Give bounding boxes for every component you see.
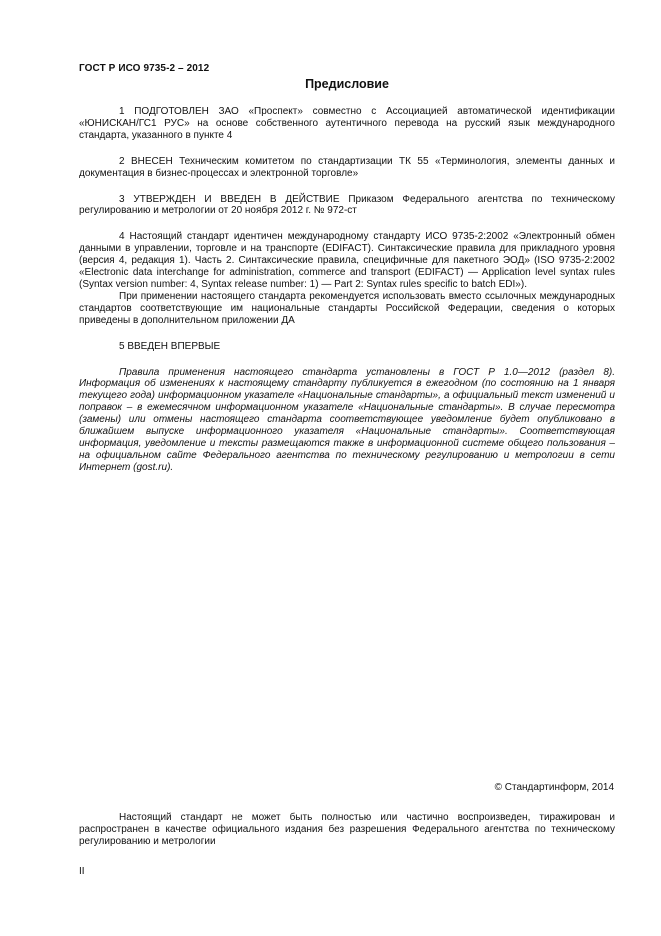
page-number: II xyxy=(79,866,85,877)
page-title: Предисловие xyxy=(305,77,389,91)
section-approved: 3 УТВЕРЖДЕН И ВВЕДЕН В ДЕЙСТВИЕ Приказом Федерального агентства по техническому регулированию и метрологии от 20 ноября 2012 г. № 972-ст xyxy=(79,193,615,217)
document-code: ГОСТ Р ИСО 9735-2 – 2012 xyxy=(79,63,210,74)
section-identical: 4 Настоящий стандарт идентичен международному стандарту ИСО 9735-2:2002 «Электронный обмен данными в управлении, торговле и на транспорте (EDIFACT). Синтаксические правила для прикладного уровня (версия 4, редакция 1). Часть 2. Синтаксические правила, специфичные для пакетного ЭОД» (ISO 9735-2:2002 «Electronic data interchange for administration, commerce and transport (EDIFACT) — Application level syntax rules (Syntax version number: 4, Syntax release number: 1) — Part 2: Syntax rules specific to batch EDI»). xyxy=(79,231,615,290)
section-first-introduced: 5 ВВЕДЕН ВПЕРВЫЕ xyxy=(119,340,221,352)
reproduction-notice-text: Настоящий стандарт не может быть полностью или частично воспроизведен, тиражирован и распространен в качестве официального издания без разрешения Федерального агентства по техническому регулированию и метрологии xyxy=(79,812,615,847)
copyright-notice: © Стандартинформ, 2014 xyxy=(494,782,614,793)
section-references: При применении настоящего стандарта рекомендуется использовать вместо ссылочных международных стандартов соответствующие им национальные стандарты Российской Федерации, сведения о которых приведены в дополнительном приложении ДА xyxy=(79,290,615,326)
preface-body xyxy=(79,106,615,474)
reproduction-notice xyxy=(79,812,615,848)
section-application-rules: Правила применения настоящего стандарта установлены в ГОСТ Р 1.0—2012 (раздел 8). Информация об изменениях к настоящему стандарту публикуется в ежегодном (по состоянию на 1 января текущего года) информационном указателе «Национальные стандарты», а официальный текст изменений и поправок – в ежемесячном информационном указателе «Национальные стандарты». В случае пересмотра (замены) или отмены настоящего стандарта соответствующее уведомление будет опубликовано в ближайшем выпуске информационного указателя «Национальные стандарты». Соответствующая информация, уведомление и тексты размещаются также в информационной системе общего пользования – на официальном сайте Федерального агентства по техническому регулированию и метрологии в сети Интернет (gost.ru). xyxy=(79,366,615,473)
section-prepared: 1 ПОДГОТОВЛЕН ЗАО «Проспект» совместно с Ассоциацией автоматической идентификации «ЮНИСКАН/ГС1 РУС» на основе собственного аутентичного перевода на русский язык международного стандарта, указанного в пункте 4 xyxy=(79,106,615,141)
section-introduced: 2 ВНЕСЕН Техническим комитетом по стандартизации ТК 55 «Терминология, элементы данных и документация в бизнес-процессах и электронной торговле» xyxy=(79,155,615,179)
